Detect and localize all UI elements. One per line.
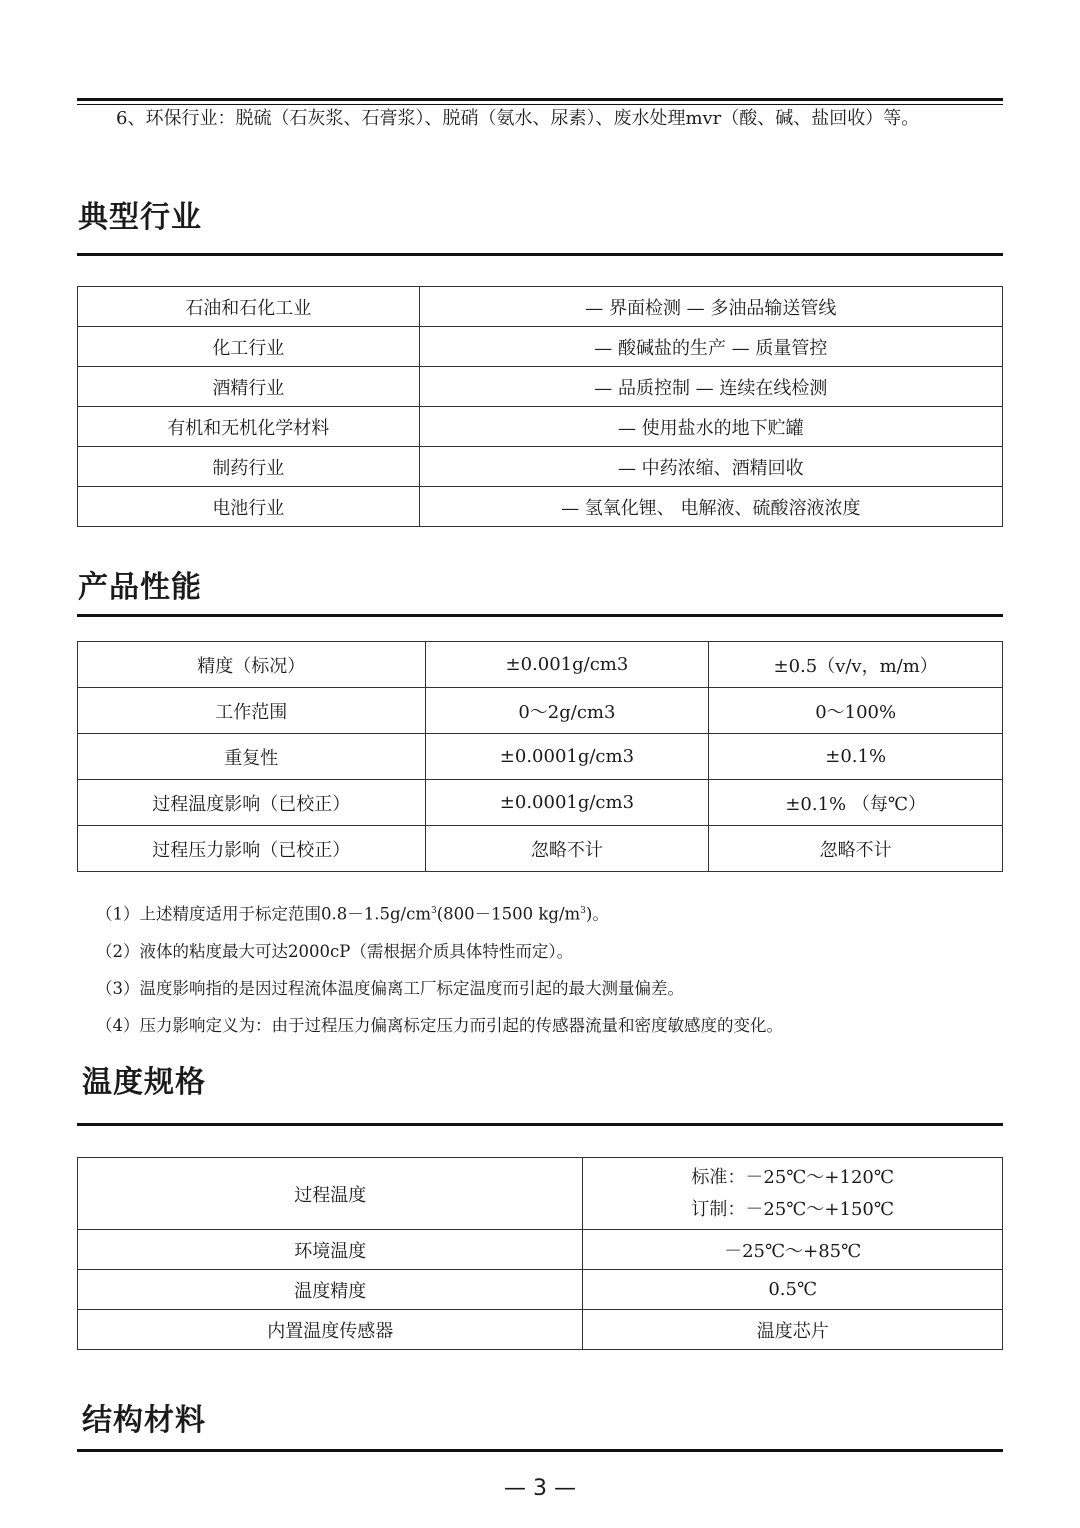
table-row <box>78 407 1003 447</box>
perf-concentration: 忽略不计 <box>709 826 1003 872</box>
temp-value: 0.5℃ <box>583 1270 1003 1310</box>
temp-value: －25℃～+85℃ <box>583 1230 1003 1270</box>
perf-concentration: 0～100% <box>709 688 1003 734</box>
note-1-text: )。 <box>585 904 609 924</box>
perf-density: 0～2g/cm3 <box>425 688 709 734</box>
table-row <box>78 780 1003 826</box>
temp-item: 环境温度 <box>78 1230 583 1270</box>
performance-table <box>77 641 1003 872</box>
perf-item: 重复性 <box>78 734 426 780</box>
section-title-temperature: 温度规格 <box>82 1065 206 1100</box>
industry-name: 制药行业 <box>78 447 420 487</box>
perf-density: 忽略不计 <box>425 826 709 872</box>
section-rule-industries <box>77 253 1003 256</box>
perf-item: 过程压力影响（已校正） <box>78 826 426 872</box>
temp-value-line: 标准：－25℃～+120℃ <box>691 1166 895 1188</box>
section-rule-materials <box>77 1449 1003 1452</box>
table-row <box>78 327 1003 367</box>
industry-desc: — 界面检测 — 多油品输送管线 <box>419 287 1002 327</box>
note-1-text: (800－1500 kg/m <box>436 904 581 924</box>
perf-concentration: ±0.1% （每℃） <box>709 780 1003 826</box>
temp-item: 温度精度 <box>78 1270 583 1310</box>
perf-density: ±0.001g/cm3 <box>425 642 709 688</box>
table-row <box>78 1270 1003 1310</box>
temp-value-line: 订制：－25℃～+150℃ <box>691 1198 895 1220</box>
section-title-performance: 产品性能 <box>78 570 202 605</box>
table-row <box>78 1230 1003 1270</box>
table-row <box>78 642 1003 688</box>
table-row <box>78 447 1003 487</box>
temp-item: 过程温度 <box>78 1158 583 1230</box>
note-1-superscript: 3 <box>580 906 586 916</box>
industry-name: 化工行业 <box>78 327 420 367</box>
perf-item: 精度（标况） <box>78 642 426 688</box>
section-title-industries: 典型行业 <box>78 200 202 235</box>
perf-item: 过程温度影响（已校正） <box>78 780 426 826</box>
industry-desc: — 氢氧化锂、 电解液、硫酸溶液浓度 <box>419 487 1002 527</box>
section-rule-performance <box>77 614 1003 617</box>
temp-item: 内置温度传感器 <box>78 1310 583 1350</box>
industry-desc: — 中药浓缩、酒精回收 <box>419 447 1002 487</box>
temperature-table <box>77 1157 1003 1350</box>
note-4: （4）压力影响定义为：由于过程压力偏离标定压力而引起的传感器流量和密度敏感度的变化。 <box>96 1015 783 1035</box>
table-row <box>78 1158 1003 1230</box>
perf-density: ±0.0001g/cm3 <box>425 734 709 780</box>
industry-name: 酒精行业 <box>78 367 420 407</box>
industry-name: 有机和无机化学材料 <box>78 407 420 447</box>
section-title-materials: 结构材料 <box>82 1403 206 1438</box>
table-row <box>78 487 1003 527</box>
perf-density: ±0.0001g/cm3 <box>425 780 709 826</box>
perf-concentration: ±0.5（v/v，m/m） <box>709 642 1003 688</box>
performance-notes <box>96 893 783 1044</box>
table-row <box>78 734 1003 780</box>
table-row <box>78 1310 1003 1350</box>
note-2: （2）液体的粘度最大可达2000cP（需根据介质具体特性而定）。 <box>96 941 574 961</box>
page-number: — 3 — <box>504 1476 576 1501</box>
note-1-text: （1）上述精度适用于标定范围0.8－1.5g/cm <box>96 904 431 924</box>
industries-table <box>77 286 1003 527</box>
industry-desc: — 酸碱盐的生产 — 质量管控 <box>419 327 1002 367</box>
table-row <box>78 688 1003 734</box>
section-rule-temperature <box>77 1123 1003 1126</box>
temp-value <box>583 1158 1003 1230</box>
header-rule-thick <box>77 98 1003 101</box>
industry-desc: — 使用盐水的地下贮罐 <box>419 407 1002 447</box>
perf-concentration: ±0.1% <box>709 734 1003 780</box>
intro-text: 6、环保行业：脱硫（石灰浆、石膏浆）、脱硝（氨水、尿素）、废水处理mvr（酸、碱、盐回收）等。 <box>116 108 920 129</box>
temp-value: 温度芯片 <box>583 1310 1003 1350</box>
note-3: （3）温度影响指的是因过程流体温度偏离工厂标定温度而引起的最大测量偏差。 <box>96 978 684 998</box>
industry-desc: — 品质控制 — 连续在线检测 <box>419 367 1002 407</box>
table-row <box>78 367 1003 407</box>
industry-name: 电池行业 <box>78 487 420 527</box>
perf-item: 工作范围 <box>78 688 426 734</box>
table-row <box>78 287 1003 327</box>
industry-name: 石油和石化工业 <box>78 287 420 327</box>
note-1-superscript: 3 <box>431 906 437 916</box>
table-row <box>78 826 1003 872</box>
note-1 <box>96 893 783 933</box>
